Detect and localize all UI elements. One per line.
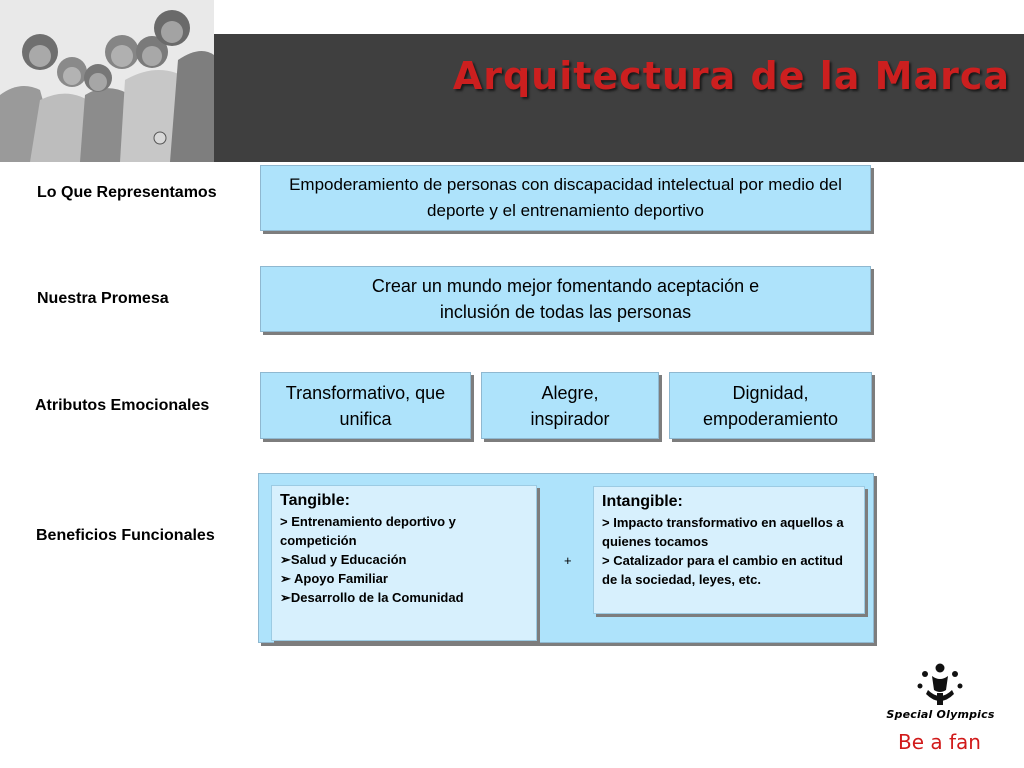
representamos-box [260,165,871,231]
representamos-text: Empoderamiento de personas con discapacidad intelectual por medio del deporte y el entrenamiento deportivo [289,175,842,220]
row-label-representamos: Lo Que Representamos [37,184,217,201]
tangible-item: ➢Salud y Educación [280,552,407,567]
logo-name: Special Olympics [886,708,995,721]
tangible-item: ➢Desarrollo de la Comunidad [280,590,464,605]
plus-sign: + [564,553,572,568]
tangible-box [271,485,537,641]
row-label-atributos: Atributos Emocionales [35,397,210,414]
intangible-heading: Intangible: [602,493,683,510]
atributo-box-1 [260,372,471,439]
header-bar [214,34,1024,162]
promesa-text: Crear un mundo mejor fomentando aceptación e inclusión de todas las personas [371,276,760,322]
tangible-heading: Tangible: [280,492,350,509]
promesa-box [260,266,871,332]
atributo-text-3: Dignidad, empoderamiento [702,382,839,429]
intangible-item: > Impacto transformativo en aquellos a quienes tocamos [602,515,844,549]
logo-tagline: Be a fan [898,730,981,754]
tangible-item: > Entrenamiento deportivo y competición [280,514,456,548]
page-title: Arquitectura de la Marca [452,54,1010,98]
atributo-box-3 [669,372,872,439]
row-label-beneficios: Beneficios Funcionales [36,527,215,544]
tangible-item: ➢ Apoyo Familiar [280,571,388,586]
intangible-box [593,486,865,614]
atributo-text-2: Alegre, inspirador [530,382,610,429]
atributo-box-2 [481,372,659,439]
atributo-text-1: Transformativo, que unifica [285,382,446,429]
athletes-photo [0,0,214,162]
intangible-item: > Catalizador para el cambio en actitud de la sociedad, leyes, etc. [602,553,843,587]
row-label-promesa: Nuestra Promesa [37,290,169,307]
